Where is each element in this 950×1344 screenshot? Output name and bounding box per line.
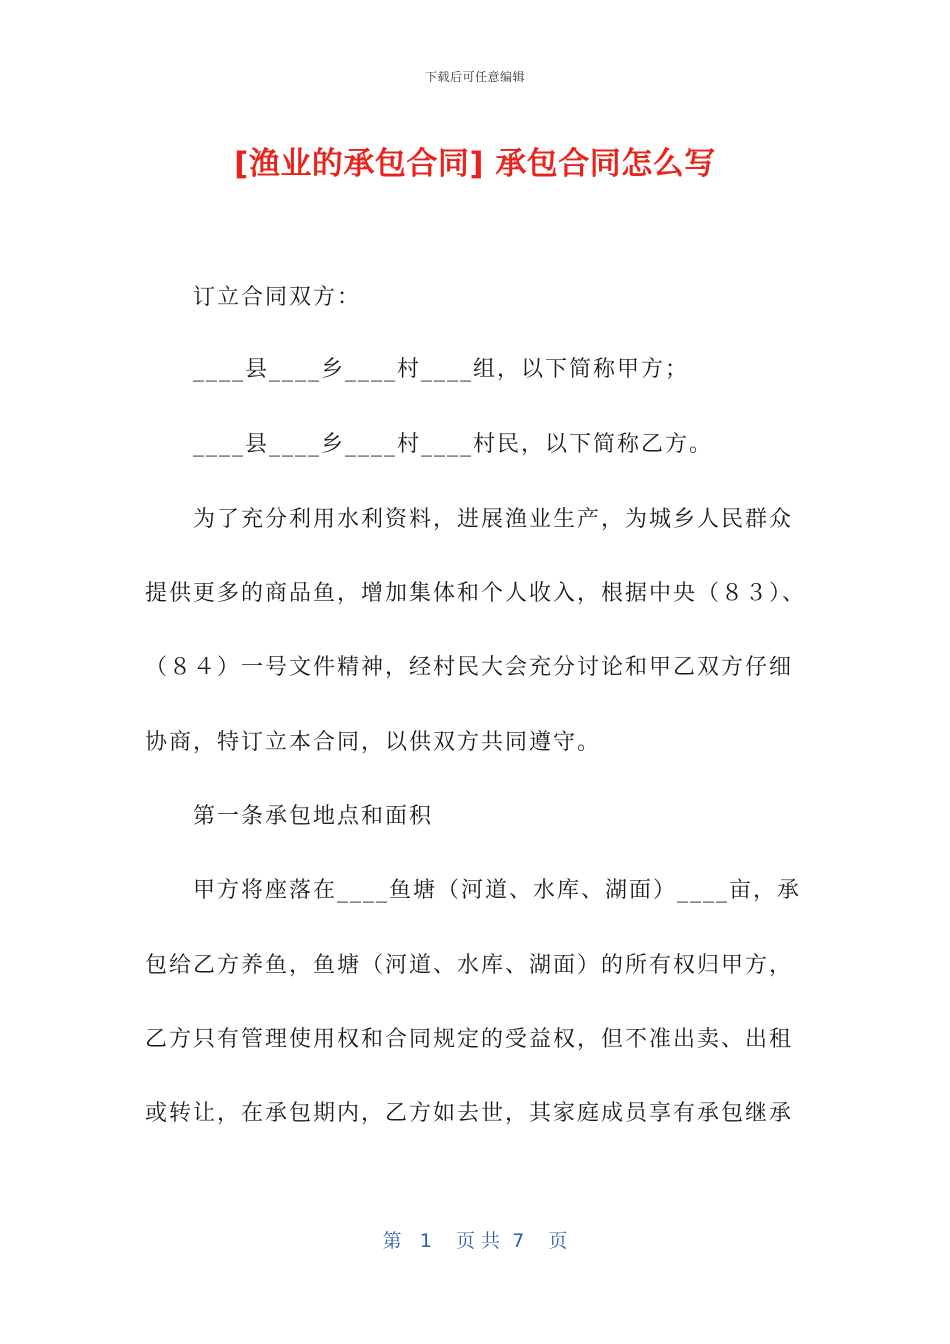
paragraph-line: 甲方将座落在____鱼塘（河道、水库、湖面）____亩，承 <box>193 878 802 903</box>
paragraph-line: （８４）一号文件精神，经村民大会充分讨论和甲乙双方仔细 <box>145 655 794 680</box>
paragraph-line: 提供更多的商品鱼，增加集体和个人收入，根据中央（８３）、 <box>145 581 807 606</box>
paragraph-line: 包给乙方养鱼，鱼塘（河道、水库、湖面）的所有权归甲方， <box>145 953 794 978</box>
paragraph-line: 或转让，在承包期内，乙方如去世，其家庭成员享有承包继承 <box>145 1101 794 1126</box>
paragraph-line: 协商，特订立本合同，以供双方共同遵守。 <box>145 730 602 755</box>
paragraph-line: 乙方只有管理使用权和合同规定的受益权，但不准出卖、出租 <box>145 1027 794 1052</box>
paragraph-line: ____县____乡____村____村民，以下简称乙方。 <box>193 432 714 457</box>
document-title: [渔业的承包合同] 承包合同怎么写 <box>234 146 716 182</box>
header-note: 下载后可任意编辑 <box>424 70 525 84</box>
page-number: 第 1 页 共 7 页 <box>382 1230 568 1252</box>
paragraph-line: 订立合同双方： <box>193 285 362 310</box>
paragraph-line: ____县____乡____村____组，以下简称甲方； <box>193 357 690 382</box>
paragraph-line: 为了充分利用水利资料，进展渔业生产，为城乡人民群众 <box>193 507 794 532</box>
section-heading: 第一条承包地点和面积 <box>193 804 434 829</box>
